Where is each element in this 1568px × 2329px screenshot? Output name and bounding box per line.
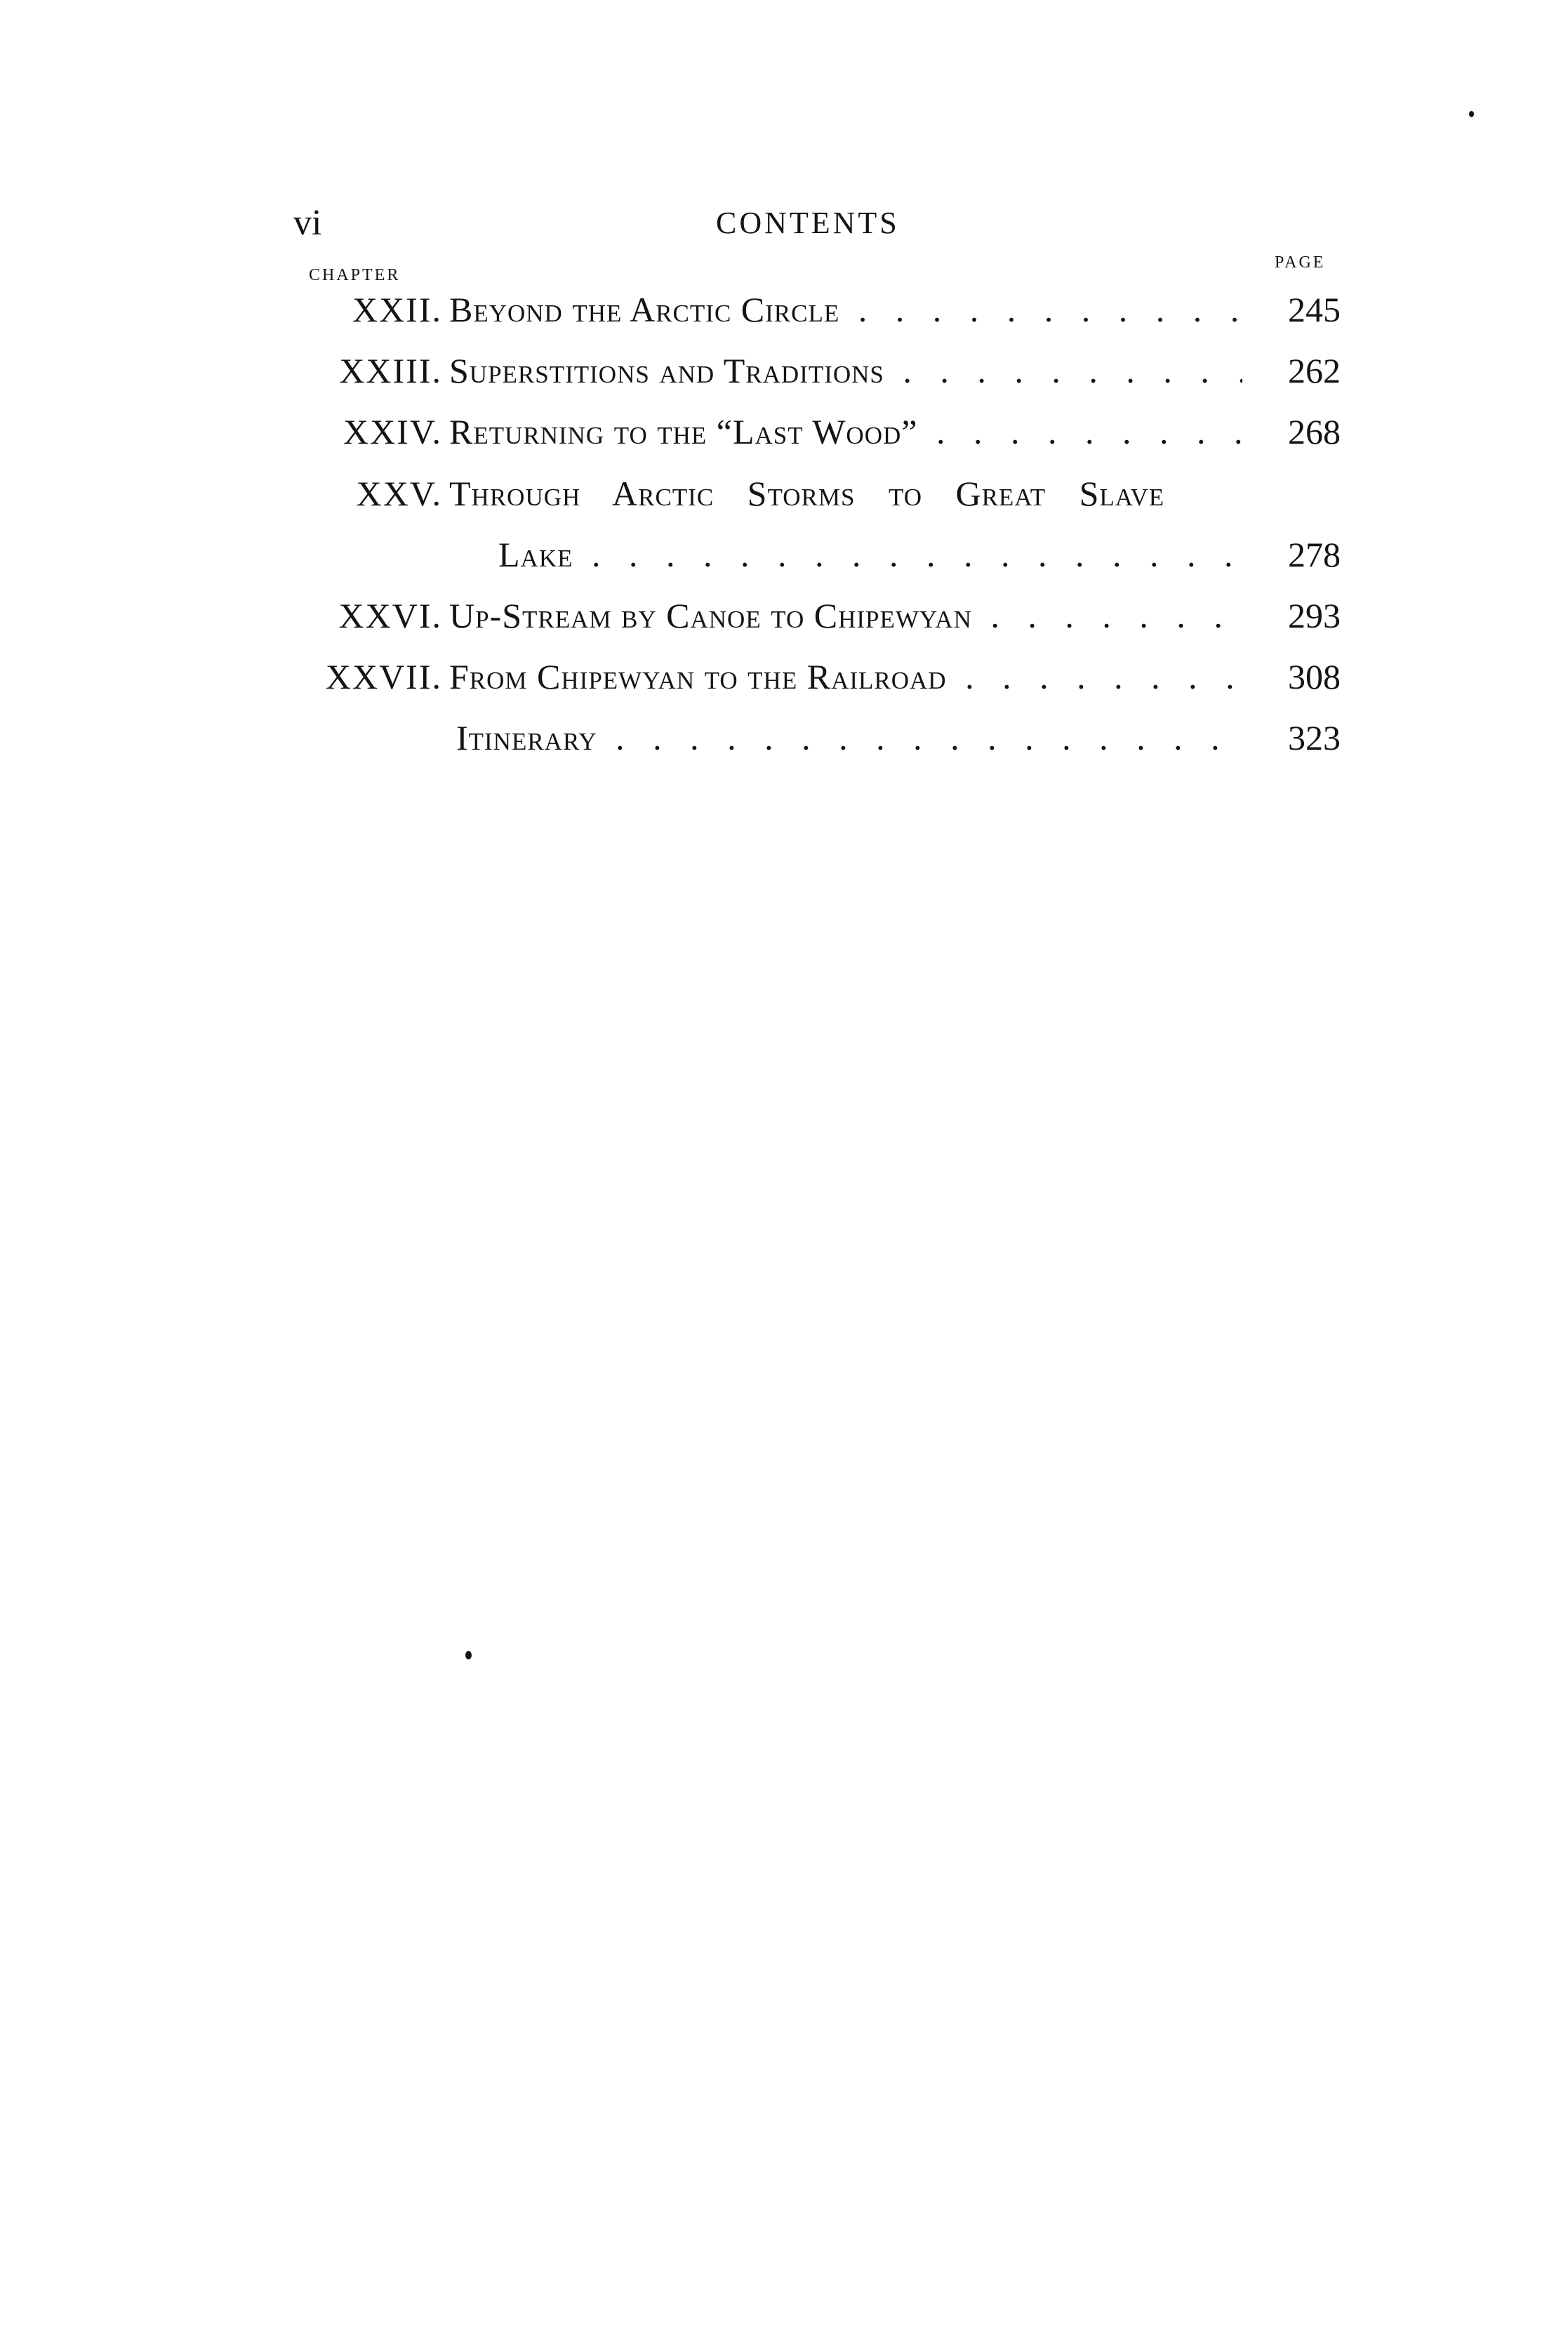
page-ref: 262 [1288, 351, 1341, 390]
ink-speck [465, 1651, 472, 1659]
chapter-numeral: XXIII. [339, 351, 442, 390]
page-ref: 293 [1288, 596, 1341, 635]
chapter-title: Beyond the Arctic Circle . . . [449, 288, 1242, 331]
ink-speck [1469, 111, 1474, 117]
chapter-title: Up-Stream by Canoe to Chipewyan . . . [449, 594, 1242, 637]
page-ref: 323 [1288, 718, 1341, 757]
toc-entry-itinerary[interactable] [281, 716, 1341, 759]
chapter-numeral: XXVI. [338, 596, 442, 635]
chapter-column-label: CHAPTER [309, 266, 401, 284]
page-number: vi [293, 203, 322, 243]
toc-entry-xxiii[interactable] [281, 349, 1341, 392]
toc-entry-xxv[interactable] [281, 472, 1341, 515]
page-ref: 278 [1288, 535, 1341, 574]
page-ref: 268 [1288, 412, 1341, 451]
toc-entry-xxvi[interactable] [281, 594, 1341, 637]
page-ref: 308 [1288, 657, 1341, 696]
toc-entry-xxvii[interactable] [281, 655, 1341, 698]
page-column-label: PAGE [1275, 253, 1326, 272]
chapter-numeral: XXV. [356, 474, 442, 513]
chapter-title: Itinerary . . . [456, 716, 1242, 759]
chapter-numeral: XXVII. [325, 657, 442, 696]
chapter-numeral: XXII. [352, 290, 442, 329]
toc-entry-xxv-continued[interactable] [281, 533, 1341, 576]
chapter-title: Lake . . . [498, 533, 1242, 576]
toc-entry-xxii[interactable] [281, 288, 1341, 331]
chapter-title: Through Arctic Storms to Great Slave [449, 474, 1165, 513]
chapter-title: Superstitions and Traditions . . . [449, 349, 1242, 392]
toc-entry-xxiv[interactable] [281, 410, 1341, 453]
running-head: CONTENTS [716, 206, 900, 240]
chapter-numeral: XXIV. [343, 412, 442, 451]
chapter-title: Returning to the “Last Wood” . . . [449, 410, 1242, 453]
chapter-title: From Chipewyan to the Railroad . . . [449, 655, 1242, 698]
page-ref: 245 [1288, 290, 1341, 329]
